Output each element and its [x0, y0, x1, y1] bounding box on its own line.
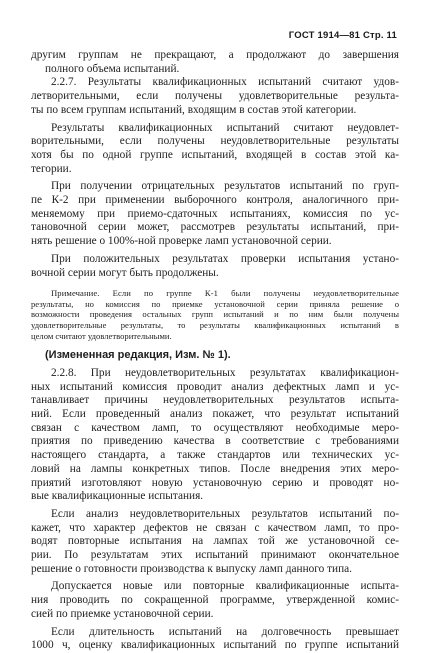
text-line: приятий изготовляют новую установочную серию и проводят но- — [31, 476, 399, 489]
text-line: Допускается новые или повторные квалификационные испыта- — [51, 580, 399, 593]
text-line: танавливает причины неудовлетворительных результатов испыта- — [31, 394, 399, 407]
text-line: вочной серии могут быть продолжены. — [31, 266, 219, 279]
text-line: решение о готовности производства к выпуску ламп данного типа. — [31, 562, 352, 575]
text-line: меняемому при приемо-сдаточных испытаниях, комиссия по ус- — [31, 207, 399, 220]
text-line: связан с качеством ламп, то осуществляют необходимые меро- — [31, 421, 399, 434]
text-line: Результаты квалификационных испытаний считают неудовлет- — [51, 121, 399, 134]
paragraph-negative-results — [31, 180, 399, 249]
paragraph-continuation — [31, 49, 399, 76]
text-line: настоящего стандарта, а также стандартов или технических ус- — [31, 449, 399, 462]
text-line: рии. По результатам этих испытаний принимают окончательное — [31, 549, 399, 562]
text-line: 1000 ч, оценку квалификационных испытаний по группе испытаний — [31, 639, 399, 652]
paragraph-durability — [31, 626, 399, 653]
text-line: другим группам не прекращают, а продолжают до завершения — [31, 49, 399, 61]
note — [31, 288, 399, 341]
text-line: хотя бы по одной группе испытаний, входящей в состав этой ка- — [31, 148, 399, 161]
text-line: пе К-2 при применении выборочного контроля, аналогичного при- — [31, 194, 399, 207]
page-header: ГОСТ 1914—81 Стр. 11 — [288, 30, 397, 41]
paragraph-unsatisfactory — [31, 122, 399, 177]
text-line: тегории. — [31, 162, 72, 175]
note-line: возможности проведения остальных групп испытаний и по ним были получены — [31, 309, 399, 320]
text-line: 2.2.8. При неудовлетворительных результатах квалификацион- — [51, 366, 399, 379]
note-line: удовлетворительные результаты, то результаты квалификационных испытаний в — [31, 320, 399, 331]
note-line: результаты, но комиссия по приемке установочной серии приняла решение о — [31, 298, 399, 309]
paragraph-2-2-7 — [31, 76, 399, 117]
text-line: водят повторные испытания на лампах той же установочной се- — [31, 535, 399, 548]
text-line: ворительными, если получены неудовлетворительные результаты — [31, 135, 399, 148]
text-line: сией по приемке установочной серии. — [31, 607, 214, 620]
text-line: ния проводить по сокращенной программе, утвержденной комис- — [31, 594, 399, 607]
text-line: летворительными, если получены удовлетворительные результа- — [31, 90, 399, 103]
paragraph-positive-results — [31, 253, 399, 280]
text-line: 2.2.7. Результаты квалификационных испытаний считают удов- — [51, 76, 399, 89]
paragraph-2-2-8 — [31, 367, 399, 504]
text-line: тановочной серии может, рассмотрев результаты испытаний, при- — [31, 221, 399, 234]
paragraph-reduced-program — [31, 580, 399, 621]
text-line: Если анализ неудовлетворительных результатов испытаний по- — [51, 507, 399, 520]
note-line: Примечание. Если по группе К-1 были получены неудовлетворительные — [51, 288, 399, 299]
text-line: приятия по приведению качества в соответствие с требованиями — [31, 435, 399, 448]
text-line: ловий на лампы конкретных типов. После внедрения этих меро- — [31, 462, 399, 475]
text-line: ных испытаний комиссия проводит анализ дефектных ламп и ус- — [31, 380, 399, 393]
text-line: кажет, что характер дефектов не связан с качеством ламп, то про- — [31, 521, 399, 534]
text-line: нять решение о 100%-ной проверке ламп установочной серии. — [31, 235, 332, 248]
paragraph-analysis — [31, 508, 399, 577]
note-line: целом считают удовлетворительными. — [31, 330, 172, 341]
text-line: ты по всем группам испытаний, входящим в состав этой категории. — [31, 103, 357, 116]
text-line: полного объема испытаний. — [45, 62, 180, 75]
text-line: ний. Если проведенный анализ покажет, что результат испытаний — [31, 408, 399, 421]
text-line: Если длительность испытаний на долговечность превышает — [51, 625, 399, 638]
amendment-line — [31, 349, 399, 363]
document-body — [31, 49, 399, 653]
amendment-text: (Измененная редакция, Изм. № 1). — [45, 349, 231, 362]
text-line: вые квалификационные испытания. — [31, 490, 204, 503]
text-line: При положительных результатах проверки испытания устано- — [51, 252, 399, 265]
text-line: При получении отрицательных результатов испытаний по груп- — [51, 180, 399, 193]
